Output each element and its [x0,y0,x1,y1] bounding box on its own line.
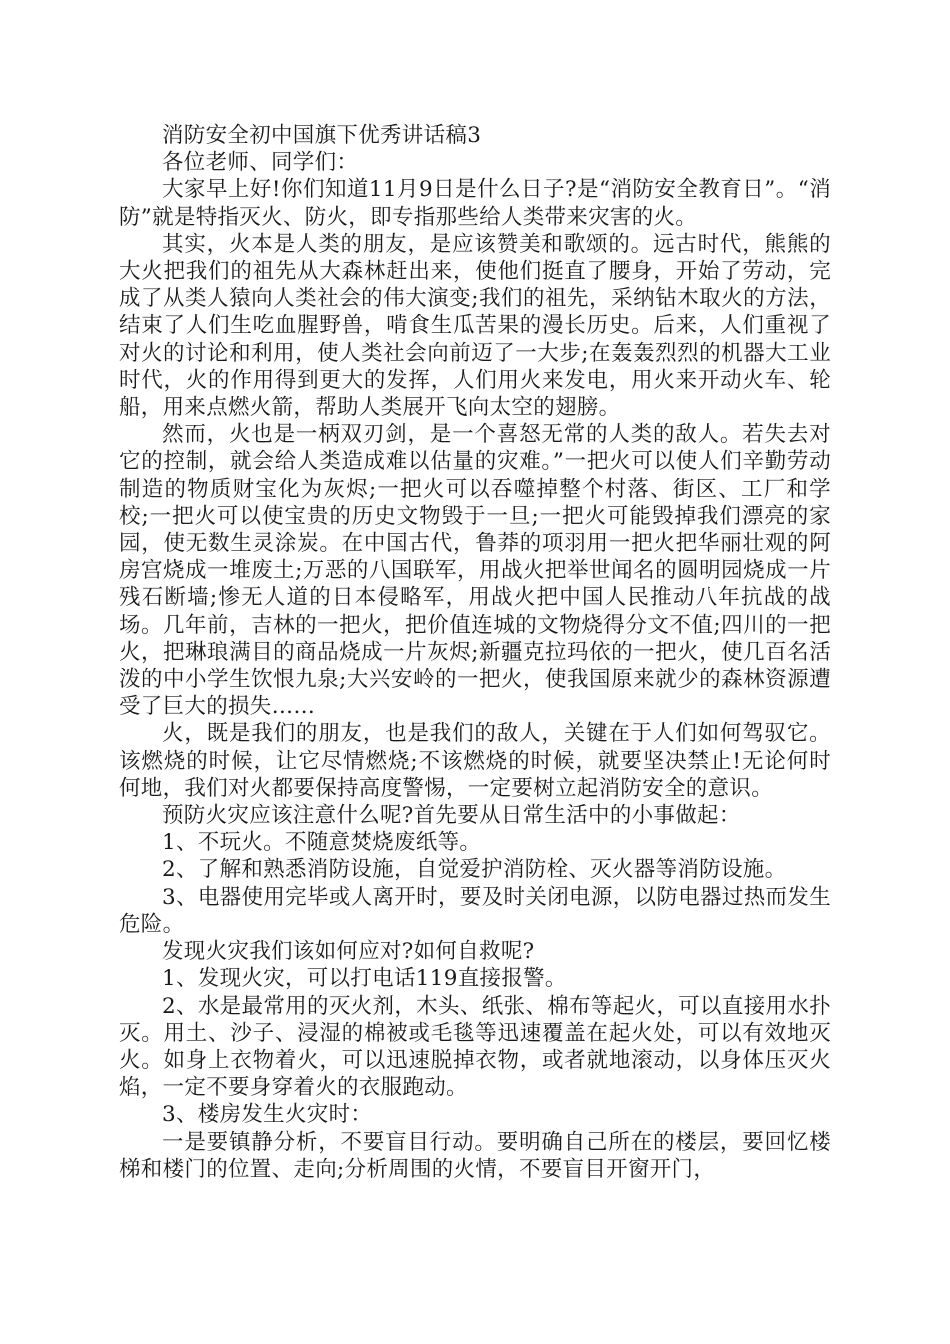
paragraph-fire-friend: 其实，火本是人类的朋友，是应该赞美和歌颂的。远古时代，熊熊的大火把我们的祖先从大森林赶出来，使他们挺直了腰身，开始了劳动，完成了从类人猿向人类社会的伟大演变;我们的祖先，采纳钻木取火的方法，结束了人们生吃血腥野兽，啃食生瓜苦果的漫长历史。后来，人们重视了对火的讨论和利用，使人类社会向前迈了一大步;在轰轰烈烈的机器大工业时代，火的作用得到更大的发挥，人们用火来发电，用火来开动火车、轮船，用来点燃火箭，帮助人类展开飞向太空的翅膀。 [119,231,831,421]
list-item-prevention-3: 3、电器使用完毕或人离开时，要及时关闭电源，以防电器过热而发生危险。 [119,884,831,937]
list-item-response-2: 2、水是最常用的灭火剂，木头、纸张、棉布等起火，可以直接用水扑灭。用土、沙子、浸湿的棉被或毛毯等迅速覆盖在起火处，可以有效地灭火。如身上衣物着火，可以迅速脱掉衣物，或者就地滚动，以身体压灭火焰，一定不要身穿着火的衣服跑动。 [119,993,831,1101]
paragraph-control-fire: 火，既是我们的朋友，也是我们的敌人，关键在于人们如何驾驭它。该燃烧的时候，让它尽情燃烧;不该燃烧的时候，就要坚决禁止!无论何时何地，我们对火都要保持高度警惕，一定要树立起消防安全的意识。 [119,721,831,801]
list-item-response-1: 1、发现火灾，可以打电话119直接报警。 [162,966,567,992]
document-body [119,122,831,1183]
list-item-prevention-1: 1、不玩火。不随意焚烧废纸等。 [162,830,482,856]
salutation: 各位老师、同学们： [162,150,359,176]
paragraph-response-intro: 发现火灾我们该如何应对?如何自救呢? [162,939,535,965]
paragraph-stay-calm: 一是要镇静分析，不要盲目行动。要明确自己所在的楼层，要回忆楼梯和楼门的位置、走向;分析周围的火情，不要盲目开窗开门， [119,1129,831,1182]
list-item-prevention-2: 2、了解和熟悉消防设施，自觉爱护消防栓、灭火器等消防设施。 [162,857,787,883]
paragraph-prevention-intro: 预防火灾应该注意什么呢?首先要从日常生活中的小事做起： [162,803,741,829]
document-title: 消防安全初中国旗下优秀讲话稿3 [162,123,482,148]
paragraph-fire-enemy: 然而，火也是一柄双刃剑，是一个喜怒无常的人类的敌人。若失去对它的控制，就会给人类造成难以估量的灾难。”一把火可以使人们辛勤劳动制造的物质财宝化为灰烬;一把火可以吞噬掉整个村落、街区、工厂和学校;一把火可以使宝贵的历史文物毁于一旦;一把火可能毁掉我们漂亮的家园，使无数生灵涂炭。在中国古代，鲁莽的项羽用一把火把华丽壮观的阿房宫烧成一堆废土;万恶的八国联军，用战火把举世闻名的圆明园烧成一片残石断墙;惨无人道的日本侵略军，用战火把中国人民推动八年抗战的战场。几年前，吉林的一把火，把价值连城的文物烧得分文不值;四川的一把火，把琳琅满目的商品烧成一片灰烬;新疆克拉玛依的一把火，使几百名活泼的中小学生饮恨九泉;大兴安岭的一把火，使我国原来就少的森林资源遭受了巨大的损失…… [119,422,831,720]
paragraph-intro: 大家早上好!你们知道11月9日是什么日子?是“消防安全教育日”。“消防”就是特指灭火、防火，即专指那些给人类带来灾害的火。 [119,177,831,230]
list-item-response-3: 3、楼房发生火灾时： [162,1102,373,1128]
